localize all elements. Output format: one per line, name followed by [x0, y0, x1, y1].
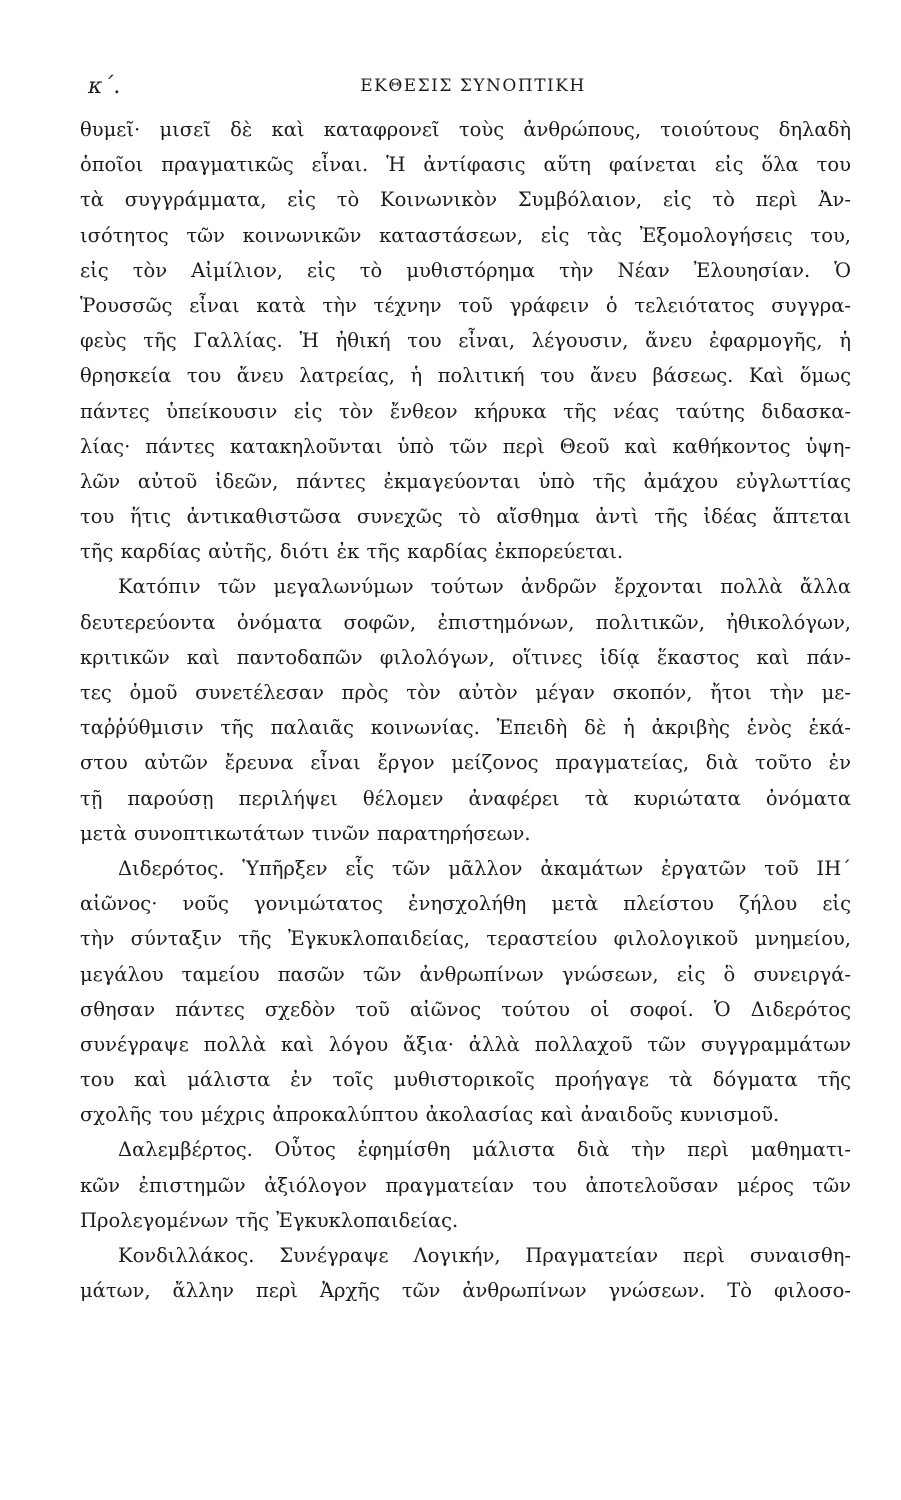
text-line: ισότητος τῶν κοινωνικῶν καταστάσεων, εἰς τὰς Ἐξομολογήσεις του, — [80, 223, 851, 247]
text-line: σθησαν πάντες σχεδὸν τοῦ αἰῶνος τούτου οἱ σοφοί. Ὁ Διδερότος — [80, 997, 851, 1021]
text-line: λίας· πάντες κατακηλοῦνται ὑπὸ τῶν περὶ Θεοῦ καὶ καθήκοντος ὑψη- — [80, 434, 851, 458]
text-line: του ἥτις ἀντικαθιστῶσα συνεχῶς τὸ αἴσθημα ἀντὶ τῆς ἰδέας ἅπτεται — [80, 505, 851, 529]
text-line: θυμεῖ· μισεῖ δὲ καὶ καταφρονεῖ τοὺς ἀνθρώπους, τοιούτους δηλαδὴ — [80, 118, 851, 141]
text-line: τῇ παρούσῃ περιλήψει θέλομεν ἀναφέρει τὰ κυριώτατα ὀνόματα — [80, 786, 851, 810]
text-line: Δαλεμβέρτος. Οὗτος ἐφημίσθη μάλιστα διὰ τὴν περὶ μαθηματι- — [118, 1138, 851, 1162]
text-line: φεὺς τῆς Γαλλίας. Ἡ ἠθική του εἶναι, λέγουσιν, ἄνευ ἐφαρμογῆς, ἡ — [80, 329, 851, 353]
text-line: σχολῆς του μέχρις ἀπροκαλύπτου ἀκολασίας καὶ ἀναιδοῦς κυνισμοῦ. — [80, 1103, 780, 1127]
text-line: Διδερότος. Ὑπῆρξεν εἷς τῶν μᾶλλον ἀκαμάτων ἐργατῶν τοῦ ΙΗ΄ — [118, 856, 851, 880]
text-line: Κατόπιν τῶν μεγαλωνύμων τούτων ἀνδρῶν ἔρχονται πολλὰ ἄλλα — [118, 575, 851, 599]
text-line: τὰ συγγράμματα, εἰς τὸ Κοινωνικὸν Συμβόλαιον, εἰς τὸ περὶ Ἀν- — [80, 188, 851, 212]
text-line: θρησκεία του ἄνευ λατρείας, ἡ πολιτική του ἄνευ βάσεως. Καὶ ὅμως — [80, 364, 851, 388]
text-line: πάντες ὑπείκουσιν εἰς τὸν ἔνθεον κήρυκα τῆς νέας ταύτης διδασκα- — [80, 399, 851, 423]
text-line: λῶν αὐτοῦ ἰδεῶν, πάντες ἐκμαγεύονται ὑπὸ τῆς ἀμάχου εὐγλωττίας — [80, 469, 851, 493]
text-line: στου αὐτῶν ἔρευνα εἶναι ἔργον μείζονος πραγματείας, διὰ τοῦτο ἐν — [80, 751, 851, 775]
text-line: τες ὁμοῦ συνετέλεσαν πρὸς τὸν αὐτὸν μέγαν σκοπόν, ἤτοι τὴν με- — [80, 681, 851, 704]
running-head: ΕΚΘΕΣΙΣ ΣΥΝΟΠΤΙΚΗ — [360, 76, 586, 96]
text-line: μεγάλου ταμείου πασῶν τῶν ἀνθρωπίνων γνώσεων, εἰς ὃ συνειργά- — [80, 962, 851, 986]
text-line: αἰῶνος· νοῦς γονιμώτατος ἐνησχολήθη μετὰ πλείστου ζήλου εἰς — [80, 892, 851, 916]
text-line: κῶν ἐπιστημῶν ἀξιόλογον πραγματείαν του ἀποτελοῦσαν μέρος τῶν — [80, 1173, 851, 1197]
text-line: του καὶ μάλιστα ἐν τοῖς μυθιστορικοῖς προήγαγε τὰ δόγματα τῆς — [80, 1068, 851, 1092]
body-text — [80, 112, 851, 1308]
text-line: ταῤῥύθμισιν τῆς παλαιᾶς κοινωνίας. Ἐπειδὴ δὲ ἡ ἀκριβὴς ἑνὸς ἑκά- — [80, 716, 851, 740]
text-line: δευτερεύοντα ὀνόματα σοφῶν, ἐπιστημόνων, πολιτικῶν, ἠθικολόγων, — [80, 610, 851, 634]
text-line: μάτων, ἄλλην περὶ Ἀρχῆς τῶν ἀνθρωπίνων γνώσεων. Τὸ φιλοσο- — [80, 1279, 851, 1303]
text-line: εἰς τὸν Αἰμίλιον, εἰς τὸ μυθιστόρημα τὴν Νέαν Ἐλουησίαν. Ὁ — [80, 258, 851, 282]
text-line: κριτικῶν καὶ παντοδαπῶν φιλολόγων, οἵτινες ἰδίᾳ ἕκαστος καὶ πάν- — [80, 645, 851, 669]
text-line: τῆς καρδίας αὐτῆς, διότι ἐκ τῆς καρδίας ἐκπορεύεται. — [80, 540, 624, 564]
text-line: συνέγραψε πολλὰ καὶ λόγου ἄξια· ἀλλὰ πολλαχοῦ τῶν συγγραμμάτων — [80, 1032, 851, 1056]
page-number: κ΄. — [88, 74, 121, 99]
text-line: Κονδιλλάκος. Συνέγραψε Λογικήν, Πραγματείαν περὶ συναισθη- — [118, 1244, 851, 1267]
text-line: Ῥουσσῶς εἶναι κατὰ τὴν τέχνην τοῦ γράφειν ὁ τελειότατος συγγρα- — [80, 293, 851, 317]
text-line: τὴν σύνταξιν τῆς Ἐγκυκλοπαιδείας, τεραστείου φιλολογικοῦ μνημείου, — [80, 927, 851, 951]
text-line: ὁποῖοι πραγματικῶς εἶναι. Ἡ ἀντίφασις αὕτη φαίνεται εἰς ὅλα του — [80, 153, 851, 177]
text-line: Προλεγομένων τῆς Ἐγκυκλοπαιδείας. — [80, 1208, 459, 1232]
text-line: μετὰ συνοπτικωτάτων τινῶν παρατηρήσεων. — [80, 821, 531, 845]
page-header — [88, 74, 858, 104]
